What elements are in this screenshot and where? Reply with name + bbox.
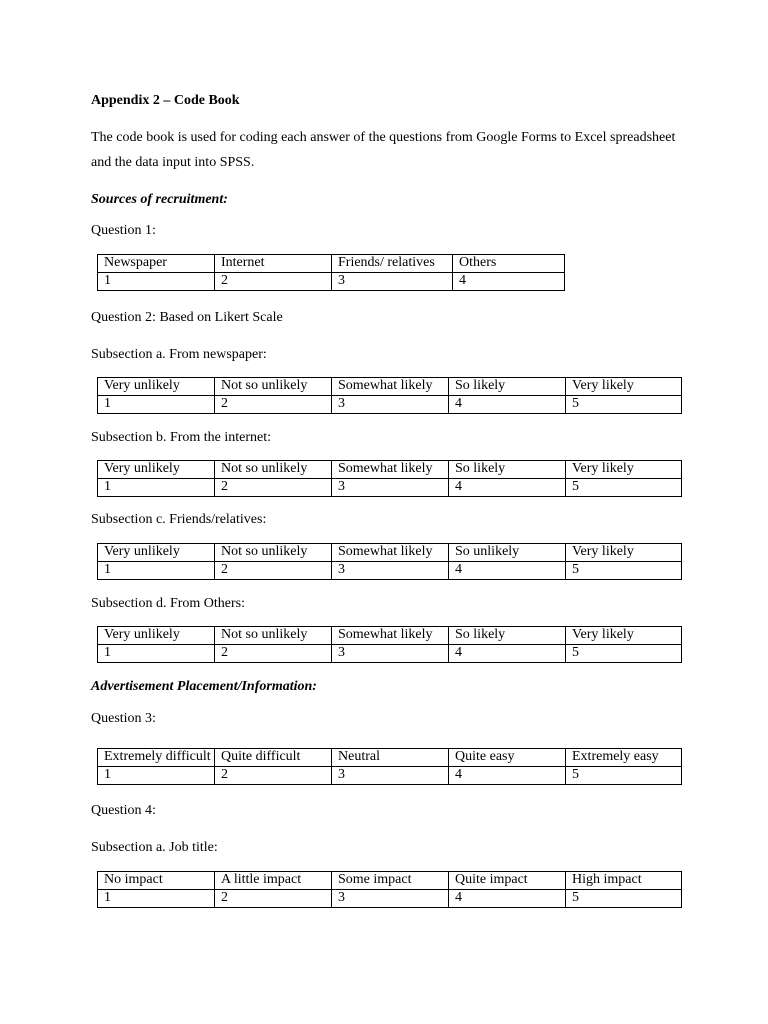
table-code-row: [98, 890, 682, 908]
table-code-row: [98, 645, 682, 663]
table-cell: 4: [449, 767, 566, 785]
table-cell: So likely: [449, 627, 566, 645]
table-cell: Others: [453, 255, 565, 273]
subsection-c-table: [97, 543, 682, 580]
table-cell: Very unlikely: [98, 378, 215, 396]
table-header-row: [98, 255, 565, 273]
table-cell: Some impact: [332, 872, 449, 890]
table-code-row: [98, 767, 682, 785]
subsection-a-label: Subsection a. From newspaper:: [91, 347, 267, 362]
table-cell: Somewhat likely: [332, 544, 449, 562]
question-1-label: Question 1:: [91, 223, 156, 238]
table-cell: Not so unlikely: [215, 378, 332, 396]
table-code-row: [98, 479, 682, 497]
table-cell: 5: [566, 890, 682, 908]
subsection-b-table: [97, 460, 682, 497]
table-code-row: [98, 273, 565, 291]
table-cell: Very likely: [566, 378, 682, 396]
intro-line-2: and the data input into SPSS.: [91, 155, 255, 170]
table-cell: 2: [215, 562, 332, 580]
table-cell: 4: [449, 562, 566, 580]
table-cell: 2: [215, 479, 332, 497]
table-cell: So likely: [449, 378, 566, 396]
table-header-row: [98, 461, 682, 479]
table-cell: 2: [215, 273, 332, 291]
table-cell: 3: [332, 767, 449, 785]
table-cell: No impact: [98, 872, 215, 890]
table-cell: So likely: [449, 461, 566, 479]
table-cell: Very likely: [566, 461, 682, 479]
table-cell: 3: [332, 645, 449, 663]
table-cell: 2: [215, 890, 332, 908]
table-cell: Quite difficult: [215, 749, 332, 767]
table-cell: 4: [449, 645, 566, 663]
table-cell: A little impact: [215, 872, 332, 890]
subsection-a-table: [97, 377, 682, 414]
table-cell: 1: [98, 479, 215, 497]
table-cell: Very likely: [566, 627, 682, 645]
table-cell: 5: [566, 767, 682, 785]
table-cell: 2: [215, 396, 332, 414]
table-cell: Very unlikely: [98, 461, 215, 479]
question-3-label: Question 3:: [91, 711, 156, 726]
table-header-row: [98, 378, 682, 396]
table-header-row: [98, 627, 682, 645]
table-code-row: [98, 562, 682, 580]
table-cell: Quite easy: [449, 749, 566, 767]
table-cell: Somewhat likely: [332, 461, 449, 479]
table-cell: 4: [453, 273, 565, 291]
table-cell: 5: [566, 479, 682, 497]
table-cell: Not so unlikely: [215, 627, 332, 645]
table-cell: Somewhat likely: [332, 627, 449, 645]
table-cell: 1: [98, 562, 215, 580]
question-4-table: [97, 871, 682, 908]
table-cell: Internet: [215, 255, 332, 273]
table-cell: Newspaper: [98, 255, 215, 273]
table-cell: 1: [98, 645, 215, 663]
appendix-title: Appendix 2 – Code Book: [91, 93, 240, 108]
subsection-job-title-label: Subsection a. Job title:: [91, 840, 218, 855]
question-3-table: [97, 748, 682, 785]
question-4-label: Question 4:: [91, 803, 156, 818]
table-cell: 3: [332, 396, 449, 414]
intro-line-1: The code book is used for coding each answer of the questions from Google Forms to Excel spreadsheet: [91, 130, 676, 145]
table-header-row: [98, 872, 682, 890]
table-cell: 4: [449, 396, 566, 414]
subsection-b-label: Subsection b. From the internet:: [91, 430, 272, 445]
table-header-row: [98, 544, 682, 562]
table-cell: High impact: [566, 872, 682, 890]
table-cell: 4: [449, 890, 566, 908]
table-cell: 5: [566, 396, 682, 414]
table-code-row: [98, 396, 682, 414]
subsection-d-label: Subsection d. From Others:: [91, 596, 245, 611]
table-cell: So unlikely: [449, 544, 566, 562]
table-cell: 4: [449, 479, 566, 497]
subsection-d-table: [97, 626, 682, 663]
table-cell: Very unlikely: [98, 627, 215, 645]
table-cell: 1: [98, 767, 215, 785]
table-cell: Quite impact: [449, 872, 566, 890]
table-cell: 1: [98, 890, 215, 908]
table-cell: Extremely difficult: [98, 749, 215, 767]
table-cell: Very likely: [566, 544, 682, 562]
table-cell: 3: [332, 890, 449, 908]
table-cell: Not so unlikely: [215, 544, 332, 562]
table-cell: 2: [215, 767, 332, 785]
table-cell: Very unlikely: [98, 544, 215, 562]
table-cell: 3: [332, 273, 453, 291]
table-cell: 1: [98, 396, 215, 414]
question-2-label: Question 2: Based on Likert Scale: [91, 310, 283, 325]
subsection-c-label: Subsection c. Friends/relatives:: [91, 512, 267, 527]
table-cell: 2: [215, 645, 332, 663]
table-cell: 5: [566, 645, 682, 663]
table-cell: Somewhat likely: [332, 378, 449, 396]
table-cell: 5: [566, 562, 682, 580]
table-cell: 3: [332, 479, 449, 497]
table-cell: Not so unlikely: [215, 461, 332, 479]
table-header-row: [98, 749, 682, 767]
table-cell: Friends/ relatives: [332, 255, 453, 273]
table-cell: Neutral: [332, 749, 449, 767]
table-cell: Extremely easy: [566, 749, 682, 767]
table-cell: 1: [98, 273, 215, 291]
section-heading-recruitment: Sources of recruitment:: [91, 192, 228, 207]
section-heading-advertisement: Advertisement Placement/Information:: [91, 679, 317, 694]
table-cell: 3: [332, 562, 449, 580]
question-1-table: [97, 254, 565, 291]
